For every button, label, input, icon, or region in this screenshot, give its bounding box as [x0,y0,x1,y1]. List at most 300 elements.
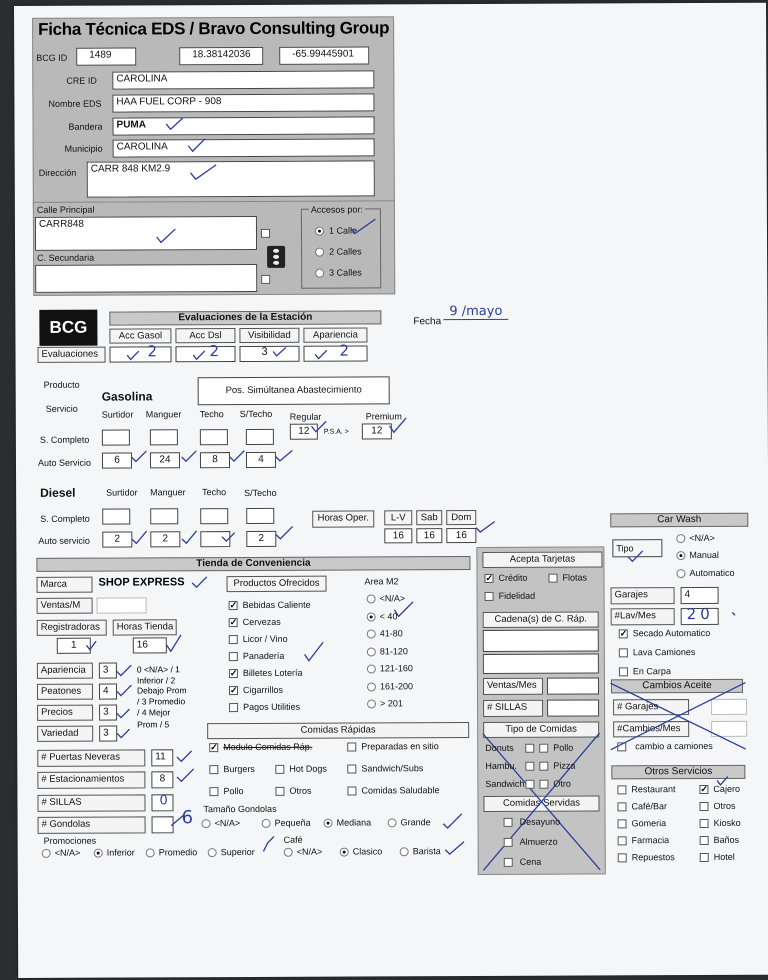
gas-completo-techo[interactable] [200,429,228,445]
producto-checkbox-licor-vino[interactable] [229,635,238,644]
servida-checkbox-desayuno[interactable] [504,818,513,827]
otros-list [14,3,766,6]
eval-hw-visibilidad: 3 [261,345,268,358]
gas-auto-stecho[interactable]: 4 [246,452,276,468]
promo-list [14,3,766,6]
producto-label-billetes-loteria: Billetes Lotería [242,667,303,679]
otros-servicio-checkbox-otros[interactable] [699,802,708,811]
calle-secundaria-checkbox[interactable] [261,275,270,284]
producto-label-bebidas-caliente: Bebidas Caliente [242,599,311,611]
psa-label: P.S.A. > [323,428,349,436]
eval-value-acc-gasol[interactable] [109,346,171,362]
eval-value-visibilidad[interactable] [239,346,299,362]
comida-label-burgers: Burgers [223,763,255,775]
tipo-comida-label-sandwich: Sandwich [485,778,525,789]
check-variedad [117,730,129,738]
horas-tienda-label: Horas Tienda [113,619,177,635]
area-radio-81-120[interactable] [367,647,376,656]
diesel-col-manguer: Manguer [150,487,186,498]
tamano-radio-mediana[interactable] [324,819,333,828]
carwash-tipo-option-automatico: Automatico [689,567,735,579]
fecha-label: Fecha [413,316,442,328]
peatones-field[interactable]: 4 [99,684,117,700]
horas-lv[interactable]: 16 [384,528,412,543]
otros-servicio-label-otros: Otros [713,800,736,811]
otros-servicio-label-cajero: Cajero [713,783,740,794]
check-puertas [177,751,191,761]
otros-servicio-checkbox-cajero[interactable]: ✓ [700,783,708,795]
car-wash-title: Car Wash [610,513,748,528]
latitude-field[interactable]: 18.38142036 [179,47,263,65]
bcg-id-label: BCG ID [36,52,68,63]
scale-line-5: / 4 Mejor [137,707,171,718]
promo-radio-inferior[interactable] [94,849,103,858]
otros-servicio-checkbox-gomeria[interactable] [618,819,627,828]
garajes-label: Garajes [611,587,675,604]
comida-checkbox-comidas-saludable[interactable] [347,787,356,796]
area-option-81-120: 81-120 [379,645,408,656]
tarjeta-checkbox-flotas[interactable] [548,574,557,583]
check-apariencia [117,665,131,675]
cadenas-ventas-field[interactable] [547,677,599,694]
comidas-servidas-title: Comidas Servidas [483,795,599,812]
tipo-comida-checkbox-pizza[interactable] [539,762,548,771]
direccion-field[interactable]: CARR 848 KM2.9 [87,160,375,197]
comida-checkbox-sandwich-subs[interactable] [347,765,356,774]
otros-servicio-checkbox-restaurant[interactable] [617,785,626,794]
promo-radio-n-a[interactable] [42,849,51,858]
cafe-label: Café [283,834,303,845]
municipio-field[interactable]: CAROLINA [113,138,375,157]
producto-label-cigarrillos: Cigarrillos [242,684,284,696]
productos-list [14,3,766,6]
apariencia-field[interactable]: 3 [99,663,117,679]
gas-auto-surtidor[interactable]: 6 [102,452,132,468]
comida-checkbox-hot-dogs[interactable] [275,765,284,774]
comida-checkbox-burgers[interactable] [209,765,218,774]
horas-oper-button[interactable]: Horas Oper. [312,510,374,527]
aceite-camiones-checkbox[interactable] [617,742,626,751]
otros-servicio-label-cafe-bar: Café/Bar [631,801,668,812]
car-wash-tipo-label: Tipo [616,543,634,554]
tipo-comida-label-hambu: Hambu. [485,760,517,771]
productos-ofrecidos-label: Productos Ofrecidos [226,576,326,592]
eval-col-acc-dsl: Acc Dsl [175,328,235,343]
diesel-col-techo: Techo [202,487,227,498]
peatones-label: Peatones [37,684,93,700]
form-sheet [14,3,768,978]
carwash-tipo-radio-automatico[interactable] [676,569,685,578]
accesos-option-2: 2 Calles [329,246,362,257]
check-peatones [117,685,131,695]
area-option-n-a: <N/A> [379,593,406,604]
otros-servicio-checkbox-kiosko[interactable] [700,819,709,828]
tipos-list [14,3,766,6]
gas-completo-stecho[interactable] [246,429,274,445]
carwash-tipo-option-manual: Manual [689,549,719,561]
bcg-id-field[interactable]: 1489 [76,47,136,65]
cadenas-field-1[interactable] [483,629,599,652]
producto-label-panaderia: Panadería [242,650,285,662]
diesel-completo-techo[interactable] [200,508,228,524]
longitude-field[interactable]: -65.99445901 [279,46,369,64]
cadenas-field-2[interactable] [483,653,599,674]
variedad-field[interactable]: 3 [99,726,117,742]
nombre-label: Nombre EDS [48,98,102,109]
gas-completo-manguer[interactable] [150,429,178,445]
check-cafe [446,842,464,854]
scale-line-4: / 3 Promedio [137,696,186,707]
comidas-list [14,3,766,6]
producto-checkbox-pagos-utilities[interactable] [229,703,238,712]
tamano-radio-grande[interactable] [388,818,397,827]
producto-checkbox-bebidas-caliente[interactable]: ✓ [229,600,238,611]
tamano-gondolas-label: Tamaño Gondolas [203,803,277,815]
evaluaciones-button[interactable]: Evaluaciones [37,347,105,363]
tipo-comida-checkbox-otro[interactable] [539,780,548,789]
promo-option-n-a: <N/A> [54,847,81,858]
producto-checkbox-billetes-loteria[interactable]: ✓ [229,668,238,679]
pos-simultanea-label: Pos. Simúltanea Abastecimiento [198,376,390,405]
cadenas-ventas-label: Ventas/Mes [483,678,543,695]
producto-checkbox-cigarrillos[interactable]: ✓ [229,685,238,696]
premium-field[interactable]: 12 [362,423,392,439]
diesel-label: Diesel [40,485,76,500]
scale-line-1: 0 <N/A> / 1 [136,664,180,675]
eval-col-acc-gasol: Acc Gasol [109,328,171,343]
promo-option-promedio: Promedio [158,847,198,858]
comida-checkbox-preparadas-en-sitio[interactable] [347,743,356,752]
gas-completo-label: S. Completo [39,434,90,445]
nombre-field[interactable]: HAA FUEL CORP - 908 [112,93,374,112]
premium-label: Premium [365,411,402,422]
cafe-radio-n-a[interactable] [284,848,293,857]
promociones-label: Promociones [43,835,97,846]
producto-checkbox-cervezas[interactable]: ✓ [229,617,238,628]
tamano-option-pequena: Pequeña [274,817,311,828]
accesos-radio-2[interactable] [315,248,324,257]
aceite-cambios-field[interactable] [711,721,747,737]
tamano-list [14,3,766,6]
check-precios [117,710,129,718]
accesos-label: Accesos por: [310,204,363,215]
cafe-list [14,3,766,6]
garajes-field[interactable]: 4 [681,587,719,604]
carwash-checkbox-lava-camiones[interactable] [619,648,628,657]
tarjeta-label-credito: Crédito [498,572,528,583]
check-productos [305,643,323,661]
carwash-label-lava-camiones: Lava Camiones [632,647,696,658]
comida-label-hot-dogs: Hot Dogs [289,763,327,774]
gondolas-label: # Gondolas [38,816,146,833]
regular-label: Regular [289,411,322,422]
comida-checkbox-otros[interactable] [275,787,284,796]
otros-servicio-checkbox-repuestos[interactable] [618,853,627,862]
diesel-col-stecho: S/Techo [244,487,277,499]
comida-label-preparadas-en-sitio: Preparadas en sitio [361,741,439,752]
gasolina-label: Gasolina [101,389,153,404]
horas-col-dom: Dom [446,510,476,525]
fecha-value[interactable]: 9 /mayo [443,304,508,320]
otros-servicio-label-kiosko: Kiosko [713,817,741,828]
gas-auto-techo[interactable]: 8 [200,452,230,468]
tienda-title: Tienda de Conveniencia [36,556,470,572]
gas-col-techo: Techo [199,409,224,420]
otros-servicio-label-gomeria: Gomeria [631,818,667,829]
gas-col-stecho: S/Techo [239,408,273,420]
aceite-garajes-field[interactable] [711,699,747,715]
lav-mes-hw: 20 [686,604,714,624]
gondolas-hw: 6 [181,807,194,829]
puertas-neveras-label: # Puertas Neveras [37,749,145,766]
carwash-tipo-radio-n-a[interactable] [676,534,685,543]
precios-label: Precios [37,705,93,721]
servicio-label: Servicio [45,403,78,414]
gas-col-manguer: Manguer [145,409,182,420]
regular-field[interactable]: 12 [290,424,318,440]
tipo-comida-label-otro: Otro [553,778,571,789]
check-diesel-2 [182,531,196,543]
calle-principal-label: Calle Principal [36,204,95,215]
tamano-option-grande: Grande [400,817,431,828]
promo-option-inferior: Inferior [106,847,135,858]
calle-principal-field[interactable]: CARR848 [35,216,257,251]
producto-checkbox-panaderia[interactable] [229,652,238,661]
eval-value-acc-dsl[interactable] [175,346,235,362]
producto-label-cervezas: Cervezas [242,616,281,628]
comida-label-sandwich-subs: Sandwich/Subs [361,763,424,774]
municipio-label: Municipio [64,143,103,154]
area-radio-161-200[interactable] [367,682,376,691]
horas-col-lv: L-V [384,510,412,525]
carwash-tipo-list [14,3,766,6]
traffic-light-icon [267,246,285,268]
gas-completo-surtidor[interactable] [102,429,130,445]
tamano-radio-pequena[interactable] [262,819,271,828]
accesos-option-3: 3 Calles [329,267,362,278]
promo-radio-superior[interactable] [208,848,217,857]
calle-secundaria-field[interactable] [35,264,257,293]
otros-servicio-checkbox-banos[interactable] [700,836,709,845]
tipo-comida-checkbox-hambu[interactable] [525,762,534,771]
eval-hw-acc-gasol: 2 [147,342,158,361]
promo-radio-promedio[interactable] [146,848,155,857]
gas-auto-label: Auto Servicio [37,457,92,468]
aceite-garajes-label: # Garajes [613,699,689,715]
gondolas-field[interactable] [152,816,174,833]
diesel-auto-label: Auto servicio [38,535,90,546]
eval-col-apariencia: Apariencia [303,327,367,342]
tamano-option-mediana: Mediana [336,817,372,828]
tarjeta-label-fidelidad: Fidelidad [498,590,536,601]
producto-label: Producto [43,379,80,390]
aceite-camiones-label: cambio a camiones [635,740,713,752]
carwash-label-en-carpa: En Carpa [632,666,671,677]
cadenas-sillas-label: # SILLAS [483,700,543,717]
sillas-hw: 0 [159,793,168,809]
form-title: Ficha Técnica EDS / Bravo Consulting Group [38,18,390,39]
check-diesel-1 [132,531,146,543]
diesel-auto-techo[interactable] [200,531,230,547]
diesel-auto-surtidor[interactable]: 2 [102,531,132,547]
otros-servicio-checkbox-farmacia[interactable] [618,836,627,845]
tarjetas-list [14,3,766,6]
cadenas-title: Cadena(s) de C. Ráp. [483,611,599,628]
servida-checkbox-almuerzo[interactable] [504,838,513,847]
tarjeta-checkbox-fidelidad[interactable] [485,592,494,601]
comida-label-otros: Otros [289,785,312,796]
cafe-radio-barista[interactable] [400,847,409,856]
check-gas-auto-4 [276,451,292,461]
comida-checkbox-pollo[interactable] [209,787,218,796]
area-radio-201[interactable] [367,699,376,708]
otros-servicio-label-banos: Baños [713,834,740,845]
sillas-label: # SILLAS [37,794,145,811]
producto-label-licor-vino: Licor / Vino [242,633,288,645]
tipo-comida-label-donuts: Donuts [485,742,514,753]
check-estac [177,769,193,781]
registradoras-field[interactable]: 1 [57,638,91,654]
tipo-comida-checkbox-donuts[interactable] [525,744,534,753]
comida-label-pollo: Pollo [223,786,244,797]
tamano-option-n-a: <N/A> [214,818,241,829]
gas-col-surtidor: Surtidor [101,409,134,420]
diesel-completo-surtidor[interactable] [102,508,130,524]
area-option-40: < 40 [379,610,398,621]
tamano-radio-n-a[interactable] [202,819,211,828]
check-diesel-4 [276,527,292,539]
marca-value[interactable]: SHOP EXPRESS [98,576,185,589]
tarjeta-checkbox-credito[interactable]: ✓ [485,572,494,583]
tarjeta-label-flotas: Flotas [562,572,588,583]
cafe-option-clasico: Clasico [352,846,383,857]
otros-servicio-checkbox-hotel[interactable] [700,853,709,862]
scale-line-6: Prom / 5 [137,719,170,730]
aceite-cambios-label: #Cambios/Mes [613,721,689,737]
eval-hw-apariencia: 2 [339,341,350,360]
check-marca [192,577,206,587]
calle-principal-checkbox[interactable] [261,229,270,238]
variedad-label: Variedad [37,726,93,742]
area-option-161-200: 161-200 [379,680,414,691]
gas-auto-manguer[interactable]: 24 [150,452,180,468]
area-option-41-80: 41-80 [379,628,403,639]
area-radio-41-80[interactable] [367,629,376,638]
diesel-auto-stecho[interactable]: 2 [246,531,276,547]
check-gas-auto-2 [182,451,196,461]
horas-col-sab: Sab [416,510,442,525]
area-radio-n-a[interactable] [367,594,376,603]
cadenas-sillas-field[interactable] [547,699,599,716]
promo-option-superior: Superior [220,846,255,858]
car-wash-tipo-box [612,539,662,557]
accesos-option-1: 1 Calle [328,225,358,236]
area-radio-40[interactable] [367,612,376,621]
servida-label-desayuno: Desayuno [519,816,561,827]
carwash-tipo-radio-manual[interactable] [676,551,685,560]
estacionamientos-label: # Estacionamientos [37,771,145,788]
bcg-logo: BCG [39,310,97,346]
tipo-comidas-title: Tipo de Comidas [483,721,599,738]
cre-field[interactable]: CAROLINA [112,70,374,89]
otros-servicio-label-farmacia: Farmacia [631,835,670,846]
tipo-comida-checkbox-sandwich[interactable] [525,780,534,789]
check-promo [264,837,274,851]
accesos-radio-3[interactable] [315,269,324,278]
scale-line-2: Inferior / 2 [136,675,176,686]
check-lav-mes [733,613,735,615]
carwash-checkbox-en-carpa[interactable] [619,667,628,676]
cafe-option-barista: Barista [412,846,441,857]
ventas-m-field[interactable] [97,597,147,613]
evaluaciones-title: Evaluaciones de la Estación [109,310,381,325]
otros-servicio-label-repuestos: Repuestos [631,852,675,863]
bandera-label: Bandera [68,121,103,132]
diesel-completo-manguer[interactable] [150,508,178,524]
ventas-m-label: Ventas/M [37,598,93,614]
area-m2-label: Area M2 [364,576,399,587]
lav-mes-label: #Lav/Mes [611,608,675,625]
precios-field[interactable]: 3 [99,705,117,721]
area-list [14,3,766,6]
eval-col-visibilidad: Visibilidad [239,328,299,343]
area-option-201: > 201 [380,698,403,709]
calle-secundaria-label: C. Secundaria [37,252,95,263]
servida-checkbox-cena[interactable] [504,858,513,867]
cre-label: CRE ID [66,75,97,86]
cafe-radio-clasico[interactable] [340,848,349,857]
carwash-tipo-option-n-a: <N/A> [689,532,715,544]
servida-label-cena: Cena [519,856,542,867]
otros-servicio-label-hotel: Hotel [713,851,735,862]
scale-line-3: Debajo Prom [136,685,187,696]
check-tamano [444,814,462,828]
otros-servicio-checkbox-cafe-bar[interactable] [617,802,626,811]
horas-tienda-field[interactable]: 16 [133,637,167,653]
cambios-aceite-title: Cambios Aceite [611,679,743,694]
accesos-radio-1[interactable] [315,227,324,236]
comida-checkbox-modulo-comidas-rap[interactable]: ✓ [210,742,218,753]
estacionamientos-field[interactable]: 8 [151,771,173,788]
registradoras-label: Registradoras [37,620,107,636]
diesel-completo-label: S. Completo [40,513,90,524]
horas-dom[interactable]: 16 [446,528,476,543]
check-gas-auto-3 [230,451,244,461]
diesel-auto-manguer[interactable]: 2 [150,531,180,547]
carwash-opts [14,3,766,6]
eval-value-apariencia[interactable] [303,345,367,361]
comida-label-modulo-comidas-rap: Modulo Comidas Ráp. [223,741,313,753]
check-horas-tienda [167,635,181,651]
tipo-comida-checkbox-pollo[interactable] [539,744,548,753]
direccion-label: Dirección [38,167,77,178]
area-radio-121-160[interactable] [367,664,376,673]
comidas-rapidas-title: Comidas Rápidas [207,722,469,739]
horas-sab[interactable]: 16 [416,528,442,543]
carwash-checkbox-secado-automatico[interactable]: ✓ [619,628,628,639]
producto-label-pagos-utilities: Pagos Utilities [243,701,301,713]
diesel-completo-stecho[interactable] [246,508,274,524]
acepta-tarjetas-title: Acepta Tarjetas [482,551,602,568]
apariencia-label: Apariencia [37,663,93,679]
tipo-comida-label-pollo: Pollo [553,742,574,753]
marca-label: Marca [36,577,92,593]
tipo-comida-label-pizza: Pizza [553,760,576,771]
otros-servicio-label-restaurant: Restaurant [631,784,676,795]
area-option-121-160: 121-160 [379,663,413,674]
bandera-field[interactable]: PUMA [112,116,374,135]
puertas-neveras-field[interactable]: 11 [151,749,173,766]
